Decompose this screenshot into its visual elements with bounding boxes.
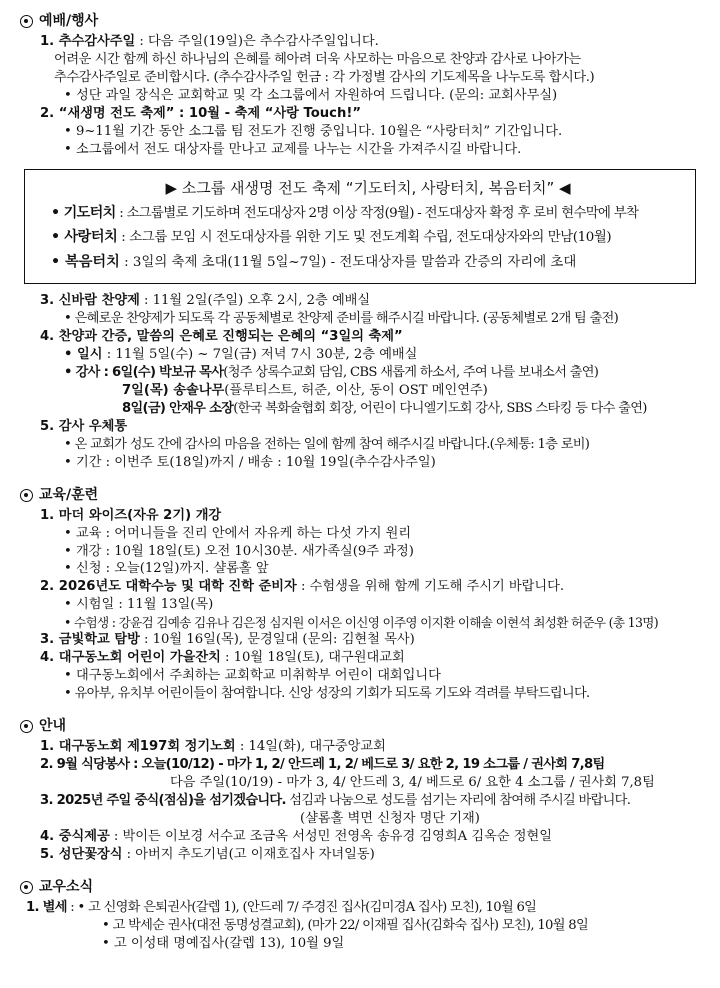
bullet-text: • 강사 : 6일(수) 박보규 목사(청주 상록수교회 담임, CBS 새롭게 하소서, 주여 나를 보내소서 출연) (64, 364, 599, 380)
section-worship (20, 12, 702, 472)
bullet-text: • 시험일 : 11월 13일(목) (64, 597, 214, 613)
item-praise-festival: 3. 신바람 찬양제 : 11월 2일(주일) 오후 2시, 2층 예배실 (40, 293, 371, 309)
item-lunch-service: 3. 2025년 주일 중식(점심)을 섬기겠습니다. 섬김과 나눔으로 성도를 섬기는 자리에 참여해 주시길 바랍니다. (40, 793, 631, 809)
item-text: 추수감사주일로 준비합시다. (추수감사주일 헌금 : 각 가정별 감사의 기도제목을 나누도록 합시다.) (54, 69, 595, 85)
item-children-festival: 4. 대구동노회 어린이 가을잔치 : 10월 18일(토), 대구원대교회 (40, 650, 405, 666)
item-altar-flowers: 5. 성단꽃장식 : 아버지 추도기념(고 이재호집사 자녀일동) (40, 847, 375, 862)
obituary-line: • 고 이성태 명예집사(갈렙 13), 10월 9일 (102, 935, 345, 951)
box-title: ▶ 소그룹 새생명 전도 축제 “기도터치, 사랑터치, 복음터치” ◀ (165, 178, 571, 197)
obituary-line: • 고 박세순 권사(대전 동명성결교회), (마가 22/ 이재필 집사(김화숙 집사) 모친), 10월 8일 (102, 917, 589, 933)
item-golden-school: 3. 금빛학교 탐방 : 10월 16일(목), 문경일대 (문의: 김현철 목사) (40, 632, 415, 648)
evangelism-box (24, 169, 696, 284)
item-text: 어려운 시간 함께 하신 하나님의 은혜를 헤아려 더욱 사모하는 마음으로 찬양과 감사로 나아가는 (54, 51, 581, 67)
item-mother-wise: 1. 마더 와이즈(자유 2기) 개강 (40, 507, 222, 523)
item-thanks-mailbox: 5. 감사 우체통 (40, 418, 128, 434)
section-header: 안내 (20, 717, 702, 736)
section-header: 교육/훈련 (20, 486, 702, 505)
bullet-circle-icon (20, 720, 33, 733)
bullet-text: • 소그룹에서 전도 대상자를 만나고 교제를 나누는 시간을 가져주시길 바랍니다. (64, 141, 522, 157)
item-lunch-provided: 4. 중식제공 : 박이든 이보경 서수교 조금옥 서성민 전영옥 송유경 김영희A 김옥순 정현일 (40, 829, 552, 845)
bullet-text: • 9~11월 기간 동안 소그룹 팀 전도가 진행 중입니다. 10월은 “사랑터치” 기간입니다. (64, 123, 563, 139)
item-evangelism-festival: 2. “새생명 전도 축제” : 10월 - 축제 “사랑 Touch!” (40, 105, 362, 121)
bullet-text: • 대구동노회에서 주최하는 교회학교 미취학부 어린이 대회입니다 (64, 668, 441, 684)
bullet-text: • 교육 : 어머니들을 진리 안에서 자유케 하는 다섯 가지 원리 (64, 525, 412, 541)
item-text: (샬롬홀 벽면 신청자 명단 기재) (300, 811, 480, 827)
bullet-text: • 일시 : 11월 5일(수) ~ 7일(금) 저녁 7시 30분, 2층 예배실 (64, 346, 418, 362)
bullet-text: • 신청 : 오늘(12일)까지. 샬롬홀 앞 (64, 561, 269, 577)
bullet-text: • 수험생 : 강윤검 김예송 김유나 김은정 심지원 이서은 이신영 이주영 이지환 이해솔 이현석 최성환 허준우 (총 13명) (64, 615, 658, 631)
item-obituary: 1. 별세 : • 고 신영화 은퇴권사(갈렙 1), (안드레 7/ 주경진 집사(김미경A 집사) 모친), 10월 6일 (26, 899, 537, 915)
section-education (20, 486, 702, 704)
item-exam-prep: 2. 2026년도 대학수능 및 대학 진학 준비자 : 수험생을 위해 함께 기도해 주시기 바랍니다. (40, 579, 565, 595)
item-text: 다음 주일(10/19) - 마가 3, 4/ 안드레 3, 4/ 베드로 6/ 요한 4 소그룹 / 권사회 7,8팀 (170, 775, 655, 791)
bullet-circle-icon (20, 881, 33, 894)
item-kitchen-service: 2. 9월 식당봉사 : 오늘(10/12) - 마가 1, 2/ 안드레 1, 2/ 베드로 3/ 요한 2, 19 소그룹 / 권사회 7,8팀 (40, 757, 605, 773)
bullet-circle-icon (20, 489, 33, 502)
speaker-line: 7일(목) 송솔나무(플루티스트, 허준, 이산, 동이 OST 메인연주) (122, 382, 488, 398)
bullet-text: • 은혜로운 찬양제가 되도록 각 공동체별로 찬양제 준비를 해주시길 바랍니다. (공동체별로 2개 팀 출전) (64, 310, 619, 326)
bullet-text: • 온 교회가 성도 간에 감사의 마음을 전하는 일에 함께 참여 해주시길 바랍니다.(우체통: 1층 로비) (64, 436, 590, 452)
speaker-line: 8일(금) 안재우 소장(한국 복화술협회 회장, 어린이 다니엘기도회 강사, SBS 스타킹 등 다수 출연) (122, 400, 647, 416)
box-row: • 복음터치 : 3일의 축제 초대(11월 5일~7일) - 전도대상자를 말씀과 간증의 자리에 초대 (51, 253, 577, 270)
section-news (20, 878, 702, 953)
item-thanksgiving: 1. 추수감사주일 : 다음 주일(19일)은 추수감사주일입니다. (40, 34, 379, 50)
section-notice (20, 717, 702, 864)
item-three-day-festival: 4. 찬양과 간증, 말씀의 은혜로 진행되는 은혜의 “3일의 축제” (40, 328, 403, 344)
bullet-text: • 기간 : 이번주 토(18일)까지 / 배송 : 10월 19일(추수감사주일) (64, 454, 436, 470)
section-header: 예배/행사 (20, 12, 702, 31)
item-presbytery: 1. 대구동노회 제197회 정기노회 : 14일(화), 대구중앙교회 (40, 739, 386, 755)
bullet-text: • 성단 과일 장식은 교회학교 및 각 소그룹에서 자원하여 드립니다. (문의: 교회사무실) (64, 87, 558, 103)
box-row: • 사랑터치 : 소그룹 모임 시 전도대상자를 위한 기도 및 전도계획 수립, 전도대상자와의 만남(10월) (51, 229, 612, 246)
section-header: 교우소식 (20, 878, 702, 897)
bullet-text: • 유아부, 유치부 어린이들이 참여합니다. 신앙 성장의 기회가 되도록 기도와 격려를 부탁드립니다. (64, 686, 590, 702)
box-row: • 기도터치 : 소그룹별로 기도하며 전도대상자 2명 이상 작정(9월) - 전도대상자 확정 후 로비 현수막에 부착 (51, 205, 639, 222)
bullet-circle-icon (20, 15, 33, 28)
bullet-text: • 개강 : 10월 18일(토) 오전 10시30분. 새가족실(9주 과정) (64, 543, 414, 559)
